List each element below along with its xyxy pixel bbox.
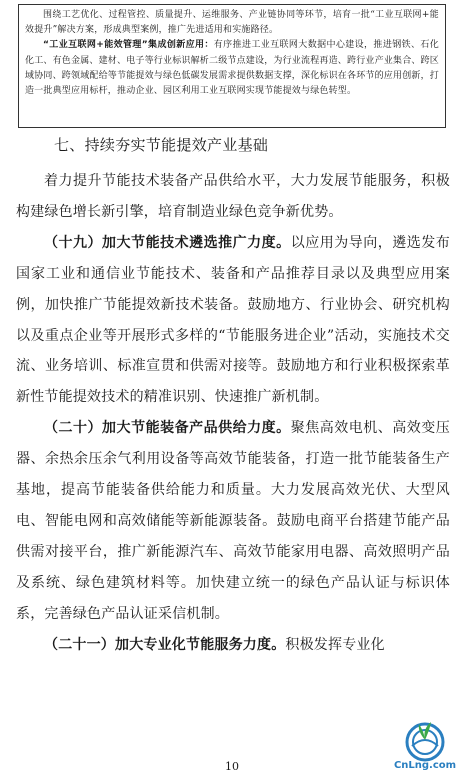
callout-paragraph-2: [25, 38, 439, 99]
paragraph-21: [16, 630, 450, 661]
paragraph-text: 着力提升节能技术装备产品供给水平，大力发展节能服务，积极构建绿色增长新引擎，培育制造业绿色竞争新优势。: [16, 173, 450, 220]
logo-text: CnLng.com: [393, 760, 457, 771]
paragraph-text: 积极发挥专业化: [285, 636, 385, 653]
paragraph-lead: （二十）加大节能装备产品供给力度。: [44, 420, 291, 437]
paragraph-text: 以应用为导向，遴选发布国家工业和通信业节能技术、装备和产品推荐目录以及典型应用案例，加快推广节能提效新技术装备。鼓励地方、行业协会、研究机构以及重点企业等开展形式多样的“节能服务进企业”活动，实施技术交流、业务培训、标准宣贯和供需对接等。鼓励地方和行业积极探索革新性节能提效技术的精准识别、快速推广新机制。: [16, 234, 450, 406]
watermark-logo: [390, 718, 460, 778]
callout-paragraph-1: 围绕工艺优化、过程管控、质量提升、运维服务、产业链协同等环节，培育一批“工业互联网+能效提升”解决方案，形成典型案例，推广先进适用和实施路径。: [25, 10, 439, 36]
paragraph-19: [16, 228, 450, 413]
paragraph-lead: （十九）加大节能技术遴选推广力度。: [44, 234, 291, 251]
paragraph-20: [16, 413, 450, 629]
page-number: 10: [225, 760, 239, 773]
logo-icon: [390, 718, 460, 762]
section-heading: 七、持续夯实节能提效产业基础: [54, 136, 269, 154]
callout-paragraph-2-title: “工业互联网+能效管理”集成创新应用：: [43, 40, 214, 51]
callout-box: [18, 4, 446, 128]
callout-paragraph-2-text: 有序推进工业互联网大数据中心建设，推进钢铁、石化化工、有色金属、建材、电子等行业标识解析二级节点建设，为行业流程再造、跨行业产业集合、跨区域协同、跨领域配给等节能提效与绿色低碳发展需求提供数据支撑，深化标识在各环节的应用创新，打造一批典型应用标杆，推动企业、园区利用工业互联网实现节能提效与绿色转型。: [25, 40, 440, 97]
body-text: [16, 166, 450, 661]
paragraph-lead: （二十一）加大专业化节能服务力度。: [44, 636, 286, 653]
paragraph-text: 聚焦高效电机、高效变压器、余热余压余气利用设备等高效节能装备，打造一批节能装备生产基地，提高节能装备供给能力和质量。大力发展高效光伏、大型风电、智能电网和高效储能等新能源装备。鼓励电商平台搭建节能产品供需对接平台，推广新能源汽车、高效节能家用电器、高效照明产品及系统、绿色建筑材料等。加快建立统一的绿色产品认证与标识体系，完善绿色产品认证采信机制。: [16, 420, 450, 622]
paragraph-intro: [16, 166, 450, 228]
